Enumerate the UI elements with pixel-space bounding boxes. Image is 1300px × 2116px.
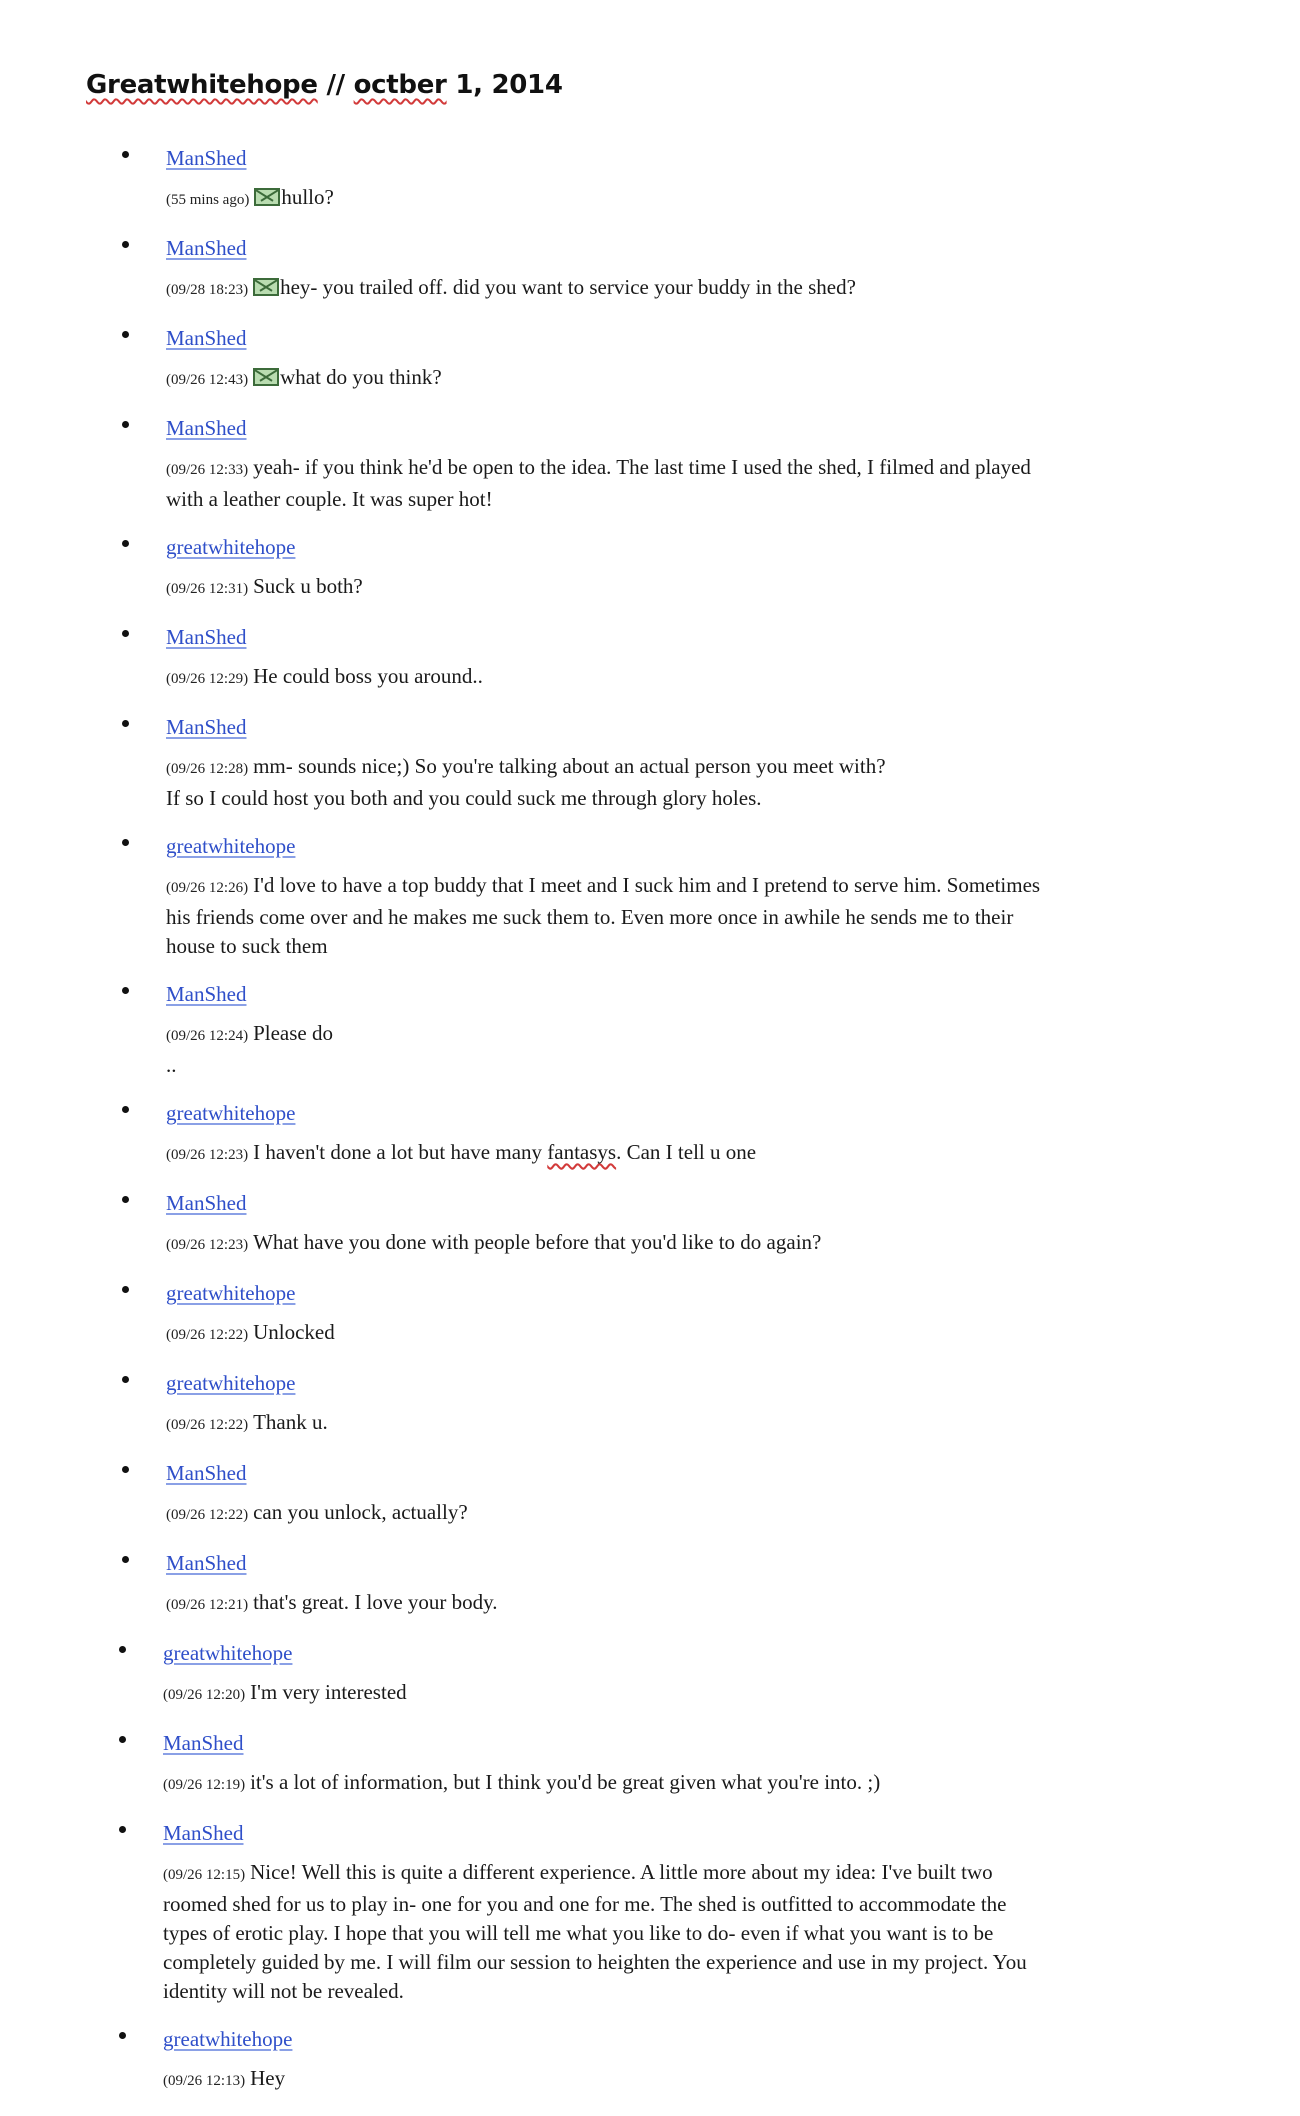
bullet-icon xyxy=(122,151,129,158)
message-text: Thank u. xyxy=(253,1410,328,1434)
message-body xyxy=(163,2064,1043,2096)
message-body xyxy=(166,572,1046,604)
envelope-icon xyxy=(253,368,279,386)
bullet-icon xyxy=(119,1646,126,1653)
message-item xyxy=(125,1190,1085,1260)
author-link[interactable]: ManShed xyxy=(166,1191,247,1215)
message-item xyxy=(125,1100,1085,1170)
message-body xyxy=(166,662,1046,694)
bullet-icon xyxy=(119,1736,126,1743)
bullet-icon xyxy=(119,1826,126,1833)
message-timestamp: (09/26 12:23) xyxy=(166,1237,249,1253)
message-timestamp: (09/26 12:29) xyxy=(166,671,249,687)
bullet-icon xyxy=(122,241,129,248)
author-link[interactable]: ManShed xyxy=(166,146,247,170)
author-link[interactable]: ManShed xyxy=(166,1551,247,1575)
message-timestamp: (09/26 12:13) xyxy=(163,2073,246,2089)
author-link[interactable]: ManShed xyxy=(166,236,247,260)
message-text: hey- you trailed off. did you want to service your buddy in the shed? xyxy=(280,275,856,299)
message-body xyxy=(163,1678,1043,1710)
message-text: I'm very interested xyxy=(250,1680,407,1704)
message-item xyxy=(125,1550,1085,1620)
author-link[interactable]: greatwhitehope xyxy=(166,1281,296,1305)
message-text: Suck u both? xyxy=(253,574,363,598)
author-link[interactable]: greatwhitehope xyxy=(166,834,296,858)
message-item xyxy=(125,534,1085,604)
message-body xyxy=(166,1228,1046,1260)
message-item xyxy=(122,1640,1082,1710)
bullet-icon xyxy=(122,1106,129,1113)
message-text: Unlocked xyxy=(253,1320,335,1344)
author-link[interactable]: ManShed xyxy=(166,326,247,350)
message-timestamp: (09/26 12:22) xyxy=(166,1507,249,1523)
author-link[interactable]: ManShed xyxy=(166,416,247,440)
bullet-icon xyxy=(122,1466,129,1473)
message-text: it's a lot of information, but I think you'd be great given what you're into. ;) xyxy=(250,1770,881,1794)
bullet-icon xyxy=(122,421,129,428)
author-link[interactable]: greatwhitehope xyxy=(163,2027,293,2051)
message-timestamp: (55 mins ago) xyxy=(166,192,250,208)
message-timestamp: (09/26 12:28) xyxy=(166,761,249,777)
message-body xyxy=(166,363,1046,395)
message-text: Please do xyxy=(253,1021,333,1045)
message-item xyxy=(125,1370,1085,1440)
message-item xyxy=(125,1280,1085,1350)
envelope-icon xyxy=(254,188,280,206)
author-link[interactable]: ManShed xyxy=(163,1731,244,1755)
message-body xyxy=(163,1858,1043,2006)
message-timestamp: (09/26 12:15) xyxy=(163,1867,246,1883)
message-body xyxy=(166,183,1046,215)
message-timestamp: (09/26 12:31) xyxy=(166,581,249,597)
author-link[interactable]: greatwhitehope xyxy=(163,1641,293,1665)
author-link[interactable]: greatwhitehope xyxy=(166,1371,296,1395)
message-text: What have you done with people before that you'd like to do again? xyxy=(253,1230,822,1254)
message-timestamp: (09/26 12:33) xyxy=(166,462,249,478)
message-body xyxy=(166,1318,1046,1350)
message-item xyxy=(122,2026,1082,2096)
message-item xyxy=(125,325,1085,395)
message-item xyxy=(125,145,1085,215)
bullet-icon xyxy=(122,839,129,846)
title-date: 1, 2014 xyxy=(446,70,563,100)
message-body xyxy=(166,1019,1046,1080)
author-link[interactable]: ManShed xyxy=(166,625,247,649)
message-body xyxy=(163,1768,1043,1800)
message-text: I'd love to have a top buddy that I meet and I suck him and I pretend to serve him. Sometimes his friends come over and he makes me suck them to. Even more once in awhile he sends me to their house to suck them xyxy=(166,873,1041,958)
message-text: Hey xyxy=(250,2066,286,2090)
message-timestamp: (09/26 12:22) xyxy=(166,1327,249,1343)
message-body xyxy=(166,1588,1046,1620)
message-timestamp: (09/26 12:22) xyxy=(166,1417,249,1433)
message-text: I haven't done a lot but have many xyxy=(253,1140,548,1164)
message-timestamp: (09/26 12:23) xyxy=(166,1147,249,1163)
misspelled-word: fantasys xyxy=(547,1140,617,1164)
bullet-icon xyxy=(119,2032,126,2039)
envelope-icon xyxy=(253,278,279,296)
message-timestamp: (09/26 12:24) xyxy=(166,1028,249,1044)
author-link[interactable]: ManShed xyxy=(166,982,247,1006)
message-body xyxy=(166,453,1046,514)
message-item xyxy=(122,1730,1082,1800)
message-text-line2: .. xyxy=(166,1053,177,1077)
message-body xyxy=(166,871,1046,961)
bullet-icon xyxy=(122,987,129,994)
message-text: yeah- if you think he'd be open to the idea. The last time I used the shed, I filmed and played with a leather couple. It was super hot! xyxy=(166,455,1031,511)
title-separator: // xyxy=(317,70,354,100)
author-link[interactable]: ManShed xyxy=(163,1821,244,1845)
message-item xyxy=(122,1820,1082,2006)
message-item xyxy=(125,833,1085,961)
author-link[interactable]: ManShed xyxy=(166,1461,247,1485)
bullet-icon xyxy=(122,1286,129,1293)
bullet-icon xyxy=(122,1376,129,1383)
message-item xyxy=(125,235,1085,305)
message-body xyxy=(166,1138,1046,1170)
bullet-icon xyxy=(122,540,129,547)
message-item xyxy=(125,981,1085,1080)
title-month: octber xyxy=(353,70,447,100)
message-text-after: . Can I tell u one xyxy=(616,1140,757,1164)
message-text: can you unlock, actually? xyxy=(253,1500,468,1524)
message-timestamp: (09/26 12:21) xyxy=(166,1597,249,1613)
title-name: Greatwhitehope xyxy=(86,70,318,100)
message-text: Nice! Well this is quite a different experience. A little more about my idea: I've built two roomed shed for us to play in- one for you and one for me. The shed is outfitted to accommodate the types of erotic play. I hope that you will tell me what you like to do- even if what you want is to be completely guided by me. I will film our session to heighten the experience and use in my project. You identity will not be revealed. xyxy=(163,1860,1027,2003)
page-title xyxy=(86,70,563,100)
message-text: hullo? xyxy=(281,185,334,209)
message-text: mm- sounds nice;) So you're talking about an actual person you meet with? xyxy=(253,754,886,778)
message-item xyxy=(125,714,1085,813)
author-link[interactable]: greatwhitehope xyxy=(166,535,296,559)
author-link[interactable]: greatwhitehope xyxy=(166,1101,296,1125)
message-body xyxy=(166,1408,1046,1440)
bullet-icon xyxy=(122,630,129,637)
message-body xyxy=(166,273,1046,305)
message-timestamp: (09/26 12:43) xyxy=(166,372,249,388)
message-timestamp: (09/26 12:20) xyxy=(163,1687,246,1703)
message-timestamp: (09/26 12:19) xyxy=(163,1777,246,1793)
message-timestamp: (09/28 18:23) xyxy=(166,282,249,298)
message-text: that's great. I love your body. xyxy=(253,1590,498,1614)
bullet-icon xyxy=(122,331,129,338)
message-list xyxy=(125,145,1085,2116)
message-text: what do you think? xyxy=(280,365,442,389)
message-item xyxy=(125,415,1085,514)
message-body xyxy=(166,752,1046,813)
bullet-icon xyxy=(122,1196,129,1203)
message-item xyxy=(125,1460,1085,1530)
message-item xyxy=(125,624,1085,694)
author-link[interactable]: ManShed xyxy=(166,715,247,739)
message-text: He could boss you around.. xyxy=(253,664,483,688)
bullet-icon xyxy=(122,1556,129,1563)
bullet-icon xyxy=(122,720,129,727)
message-timestamp: (09/26 12:26) xyxy=(166,880,249,896)
message-body xyxy=(166,1498,1046,1530)
message-text-line2: If so I could host you both and you could suck me through glory holes. xyxy=(166,786,762,810)
